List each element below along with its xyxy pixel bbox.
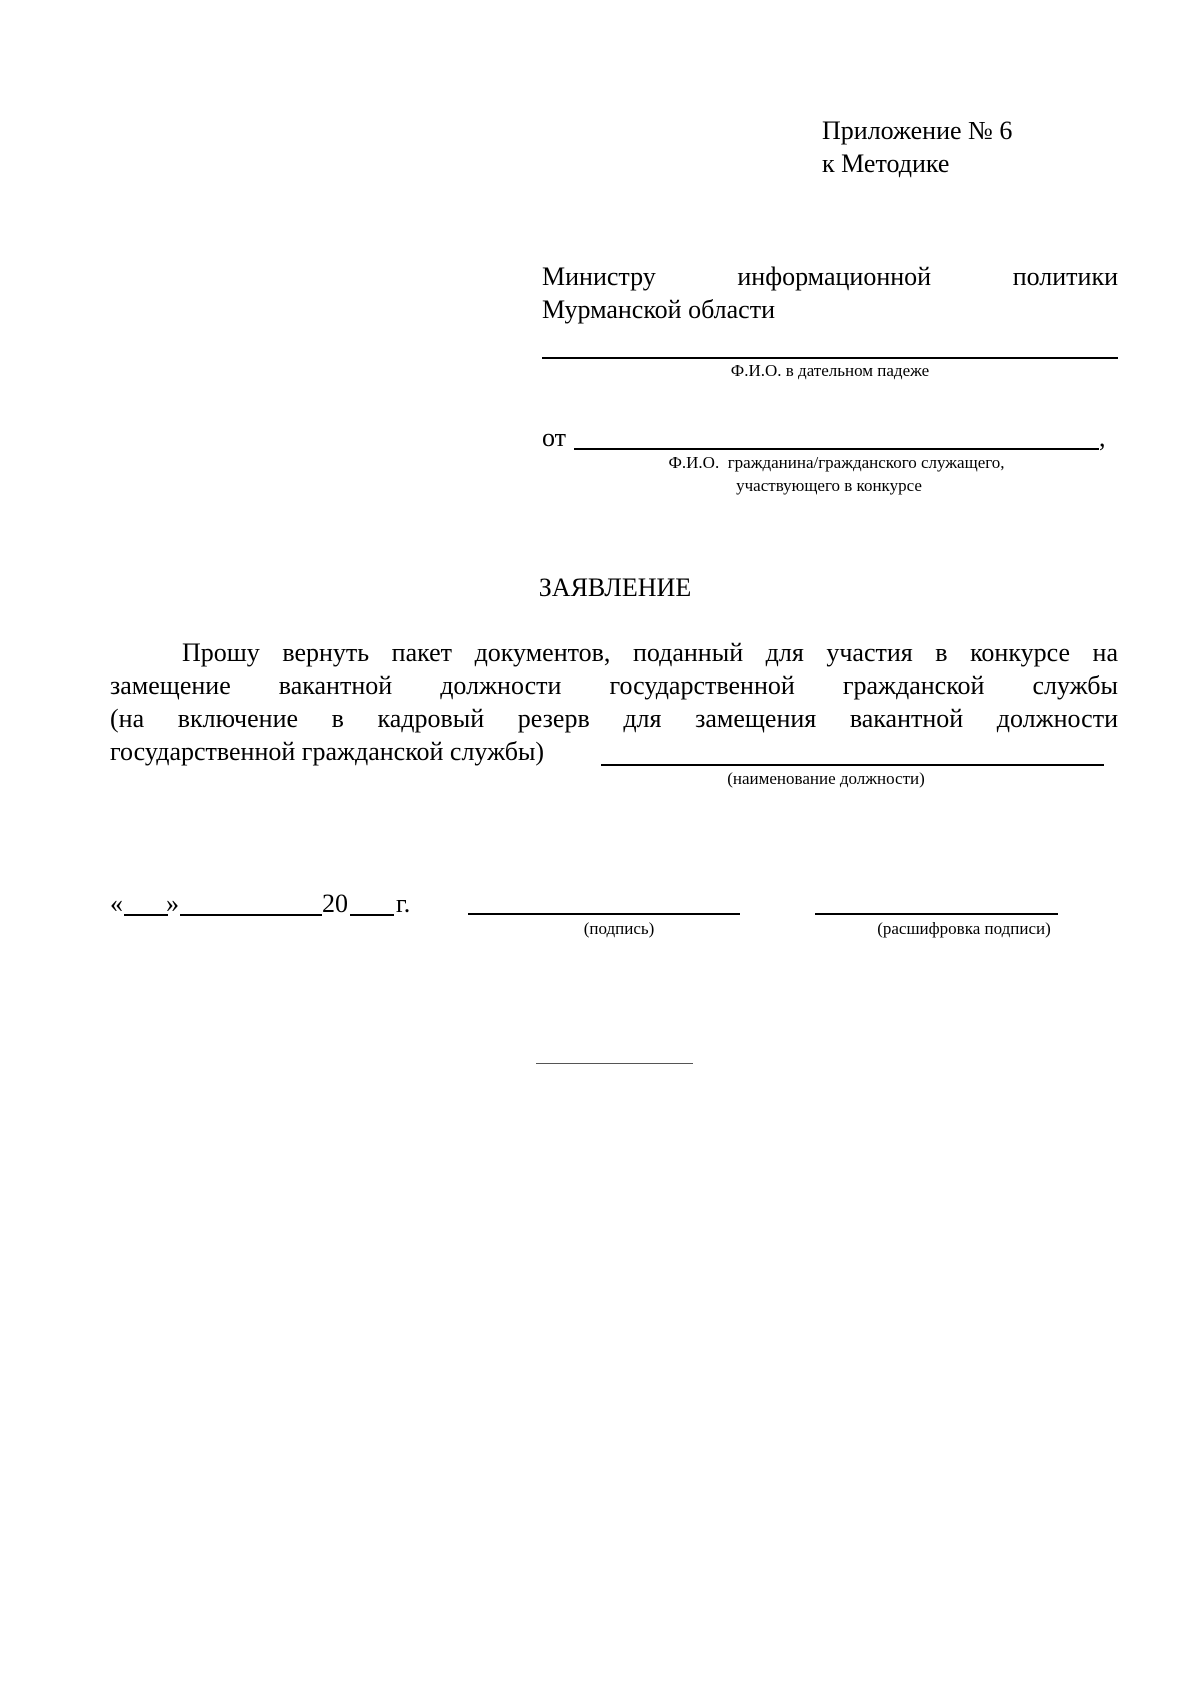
date-year-prefix: 20 — [322, 889, 348, 918]
signature-decoding-caption: (расшифровка подписи) — [877, 919, 1051, 938]
body-line3: (на включение в кадровый резерв для замещения вакантной должности — [110, 704, 1118, 733]
body-line4: государственной гражданской службы) — [110, 737, 545, 766]
date-year-suffix: г. — [396, 889, 411, 918]
addressee-fio-line — [542, 357, 1118, 359]
addressee-fio-caption: Ф.И.О. в дательном падеже — [730, 361, 930, 380]
document-title: ЗАЯВЛЕНИЕ — [538, 573, 692, 602]
body-line1: Прошу вернуть пакет документов, поданный для участия в конкурсе на — [182, 638, 1118, 667]
body-line2: замещение вакантной должности государственной гражданской службы — [110, 671, 1118, 700]
date-quote-open: « — [110, 889, 123, 918]
appendix-reference: к Методике — [822, 149, 950, 178]
position-name-line — [601, 764, 1104, 766]
addressee-line2: Мурманской области — [542, 295, 775, 324]
signature-decoding-line — [815, 913, 1058, 915]
signature-caption: (подпись) — [583, 919, 655, 938]
from-fio-line — [574, 448, 1099, 450]
from-caption-line1: Ф.И.О. гражданина/гражданского служащего, — [668, 453, 1005, 472]
from-comma: , — [1099, 423, 1106, 452]
signature-line — [468, 913, 740, 915]
date-month-line — [180, 914, 322, 916]
addressee-line1: Министру информационной политики — [542, 262, 1118, 291]
date-quote-close: » — [166, 889, 179, 918]
end-separator — [536, 1063, 693, 1064]
date-year-line — [350, 914, 394, 916]
from-prefix: от — [542, 423, 567, 452]
position-caption: (наименование должности) — [727, 769, 925, 788]
from-caption-line2: участвующего в конкурсе — [736, 476, 922, 495]
date-day-line — [124, 914, 168, 916]
appendix-number: Приложение № 6 — [822, 116, 1013, 145]
